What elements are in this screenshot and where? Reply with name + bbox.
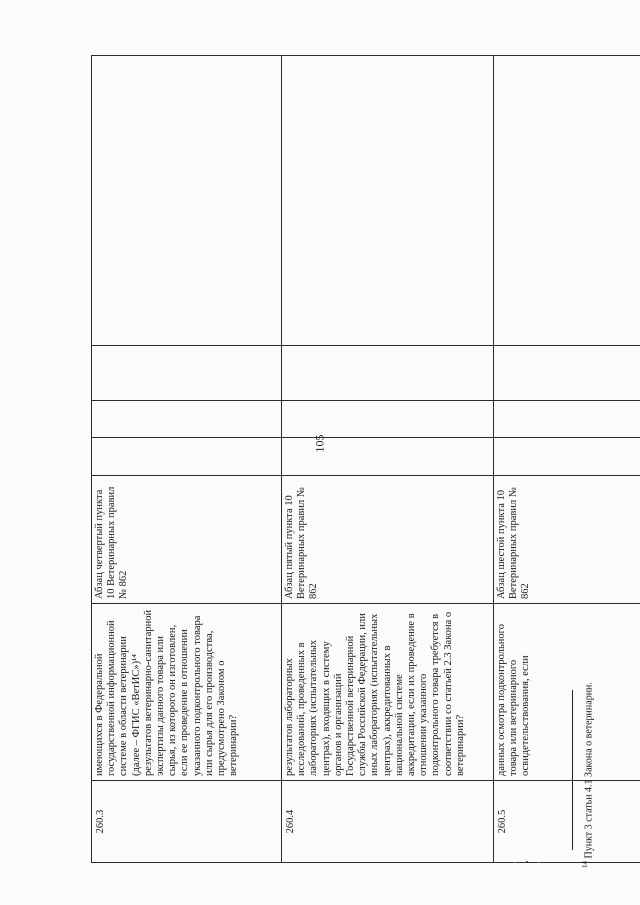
footnote (581, 568, 594, 868)
row-number: 260.5 (494, 781, 640, 863)
answer-yes-cell (92, 438, 282, 476)
answer-na-cell (282, 346, 494, 401)
note-cell (282, 56, 494, 346)
rotated-page-content (91, 56, 640, 863)
requirement-text: результатов лабораторных исследований, проведенных в лабораториях (испытательных центрах), входящих в систему органов и организаций Государственной ветеринарной службы Российской Федерации, или иных лабораториях (испытательных центрах), аккредитованных в национальной системе аккредитации, если их проведение в отношении указанного подконтрольного товара требуется в соответствии со статьей 2.3 Закона о ветеринарии? (282, 604, 494, 781)
scan-speck (514, 862, 516, 863)
answer-no-cell (282, 401, 494, 438)
note-cell (92, 56, 282, 346)
legal-reference: Абзац шестой пункта 10 Ветеринарных правил № 862 (494, 476, 640, 604)
answer-no-cell (92, 401, 282, 438)
table-row (494, 56, 640, 863)
row-number: 260.4 (282, 781, 494, 863)
answer-yes-cell (282, 438, 494, 476)
answer-no-cell (494, 401, 640, 438)
footnote-marker: 14 (581, 861, 589, 868)
answer-na-cell (494, 346, 640, 401)
page-number: 105 (312, 434, 327, 453)
requirement-text: данных осмотра подконтрольного товара или ветеринарного освидетельствования, если (494, 604, 640, 781)
footnote-divider (572, 690, 573, 850)
answer-yes-cell (494, 438, 640, 476)
checklist-table (91, 55, 640, 863)
requirement-text: имеющихся в Федеральной государственной информационной системе в области ветеринарии (далее – ФГИС «ВетИС»)¹⁴ результатов ветеринарно-санитарной экспертизы данного товара или сырья, из которого он изготовлен, если ее проведение в отношении указанного подконтрольного товара или сырья для его производства, предусмотрено Законом о ветеринарии? (92, 604, 282, 781)
footnote-text: Пункт 3 статьи 4.1 Закона о ветеринарии. (583, 682, 595, 859)
table-row (282, 56, 494, 863)
answer-na-cell (92, 346, 282, 401)
note-cell (494, 56, 640, 346)
scan-speck (526, 861, 528, 862)
table-row (92, 56, 282, 863)
legal-reference: Абзац четвертый пункта 10 Ветеринарных правил № 862 (92, 476, 282, 604)
scan-speck (538, 862, 540, 863)
row-number: 260.3 (92, 781, 282, 863)
legal-reference: Абзац пятый пункта 10 Ветеринарных правил № 862 (282, 476, 494, 604)
